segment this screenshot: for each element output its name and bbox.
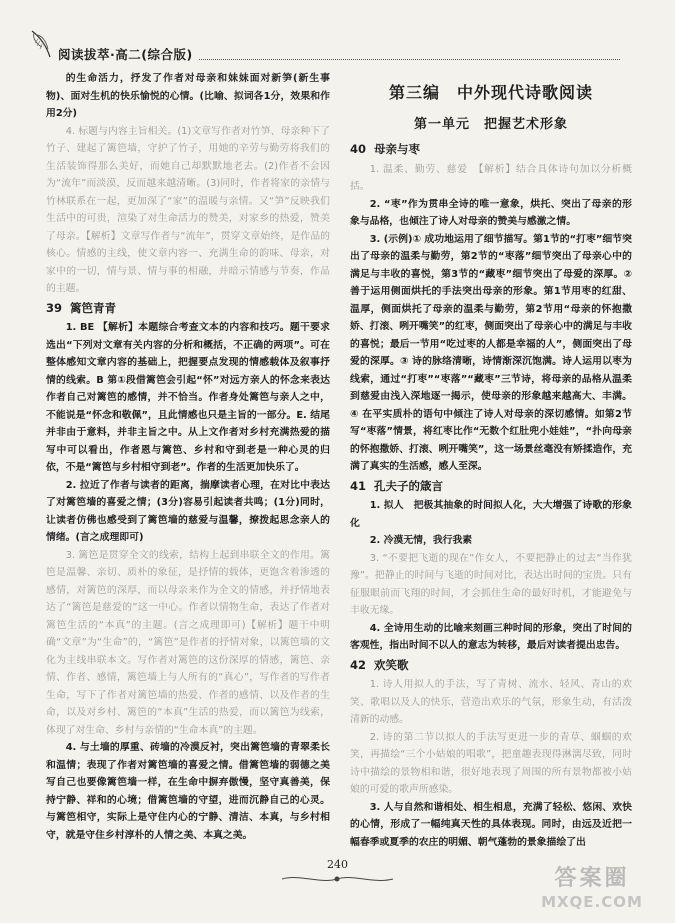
section-39-heading	[46, 300, 330, 318]
right-para-5: 2. 冷漠无情，我行我素	[369, 535, 473, 546]
left-para-3-body: 本题综合考查文本的内容和技巧。题干要求选出“下列对文章有关内容的分析和概括，不正确的两项”。可在整体感知文章内容的基础上，把握要点发现的情感载体及叙事抒情的线索。B 第①段借篱笆会引起“怀”对远方亲人的怀念来表达作者自己对篱笆的感情，并不恰当。作者身处篱笆与亲人之中，不能说是“怀念和敬佩”，且此情感也只是主旨的一部分。E. 结尾并非由于意料，并非主旨之中。从上文作者对乡村充满热爱的描写中可以看出，作者恩与篱笆、乡村和守到老是一种心灵的归依，不是“篱笆与乡村相守到老”。作者的生活更加快乐了。	[46, 322, 330, 473]
left-para-4: 2. 拉近了作者与读者的距离，揣摩读者心理，在对比中表达了对篱笆墙的喜爱之情；(3分)容易引起读者共鸣；(1分)同时，让读者仿佛也感受到了篱笆墙的慈爱与温馨，撩拨起思念亲人的情绪。(言之成理即可)	[46, 479, 330, 543]
section-41-heading	[350, 478, 632, 496]
section-41-title: 孔夫子的箴言	[374, 478, 444, 493]
part-title: 第三编 中外现代诗歌阅读	[388, 83, 593, 102]
left-para-5: 3. 篱笆是贯穿全文的线索，结构上起到串联全文的作用。篱笆是温馨、亲切、质朴的象征，是抒情的载体，更饱含着渗透的感情，对篱笆的深厚，而以母亲来作为全文的情感，并抒情地表达了“篱笆是慈爱的”这一中心。作者以情物生命，表达了作者对篱笆生活的“本真”的主题。(言之成理即可)【解析】题干中明确“文章”为“生命”的，“篱笆”是作者的抒情对象，以篱笆墙的文化为主线串联本文。写作者对篱笆的这份深厚的情感，篱笆、亲情、作者、感情，篱笆墙上与人所有的“真心”，写作者的写作者生命，写下了作者对篱笆墙的热爱、作者的感情、以及作者的生命，以及对乡村、篱笆的“本真”生活的热爱，而以篱笆为线索，体现了对生命、乡村与亲情的“生命本真”的主题。	[46, 549, 330, 736]
section-40-title: 母亲与枣	[374, 142, 421, 156]
page-number: 240	[327, 858, 348, 871]
right-para-6: 3. “不要把飞逝的现在”作女人，不要把静止的过去“当作犹豫”。把静止的时间与飞逝的时间对比，表达出时间的宝贵。只有征服眼前而飞翔的时间，才会抓住生命的最好时机，才能避免与丰收无缘。	[350, 552, 632, 616]
right-para-9: 2. 诗的第二节以拟人的手法写更进一步的青草、蝈蝈的欢笑，再描绘“三个小姑娘的唱歌”，把童趣表现得淋漓尽致，同时诗中描绘的景物相和谐，很好地表现了周围的所有景物都被小姑娘的可爱的歌声所感染。	[350, 731, 632, 795]
section-40-number: 40	[350, 142, 367, 156]
left-para-3-lead: 1. BE 【解析】	[65, 322, 139, 333]
running-header	[30, 44, 620, 64]
right-para-10: 3. 人与自然和谐相处、相生相息，充满了轻松、悠闲、欢快的心情，形成了一幅纯真天性的具体表现。同时，由远及近把一幅春季或夏季的农庄的明媚、朝气蓬勃的景象描绘了出	[350, 801, 632, 848]
left-para-1: 的生命活力，抒发了作者对母亲和妹妹面对新笋(新生事物)、面对生机的快乐愉悦的心情。(比喻、拟词各1分，效果和作用2分)	[46, 73, 330, 119]
watermark-url: MXQE.COM	[541, 893, 643, 911]
right-para-3: 3. (示例)① 成功地运用了细节描写。第1节的“打枣”细节突出了母亲的温柔与勤劳，第2节的“枣落”细节突出了母亲心中的满足与丰收的喜悦，第3节的“藏枣”细节突出了母爱的深厚。② 善于运用侧面烘托的手法突出母亲的形象。第1节用枣的红甜、温厚，侧面烘托了母亲的温柔与勤劳，第2节用“母亲的怀抱撒娇、打滚、咧开嘴笑”的红枣，侧面突出了母亲心中的满足与丰收的喜悦；最后一节用“吃过枣的人都是幸福的人”，侧面突出了母爱的深厚。③ 诗的脉络清晰，诗情渐深沉饱满。诗人运用以枣为线索，通过“打枣”“枣落”“藏枣”三节诗，将母亲的品格从温柔到慈爱由浅入深地逐一揭示，使母亲的形象越来越高大、丰满。④ 在平实质朴的语句中倾注了诗人对母亲的深切感情。如第2节写“枣落”情景，将红枣比作“无数个红肚兜小娃娃”，“扑向母亲的怀抱撒娇、打滚、咧开嘴笑”，这一场景丝毫没有矫揉造作，充满了真实的生活感，感人至深。	[350, 233, 632, 472]
right-para-1: 1. 温柔、勤劳、慈爱 【解析】结合具体诗句加以分析概括。	[350, 163, 632, 192]
right-column	[350, 70, 632, 851]
left-column	[46, 70, 330, 844]
right-para-4: 1. 拟人 把极其抽象的时间拟人化，大大增强了诗歌的形象化	[350, 500, 632, 529]
right-para-2: 2. “枣”作为贯串全诗的唯一意象，烘托、突出了母亲的形象与品格，也倾注了诗人对母亲的赞美与感激之情。	[350, 198, 632, 227]
left-para-3	[46, 319, 330, 477]
unit-title: 第一单元 把握艺术形象	[413, 116, 568, 132]
header-dotted-rule	[199, 49, 620, 60]
section-41-number: 41	[350, 478, 367, 493]
section-39-number: 39	[46, 300, 63, 315]
section-39-title: 篱笆青青	[70, 300, 117, 315]
header-title: 阅读拔萃·高二(综合版)	[58, 47, 193, 62]
watermark-logo: 答案圈	[554, 866, 630, 891]
right-para-7: 4. 全诗用生动的比喻来刻画三种时间的形象，突出了时间的客观性，指出时间不以人的意志为转移，最后对读者提出忠告。	[350, 622, 632, 651]
section-42-heading	[350, 657, 632, 675]
right-para-8: 1. 诗人用拟人的手法，写了青树、流水、轻风、青山的欢笑、歌唱以及人的快乐，营造出欢乐的气氛，形象生动，有活泼清新的动感。	[350, 679, 632, 725]
section-42-title: 欢笑歌	[374, 657, 409, 672]
footer-ornament-icon	[280, 872, 395, 886]
section-42-number: 42	[350, 657, 367, 672]
section-40-heading	[350, 141, 632, 159]
left-para-6: 4. 与土墙的厚重、砖墙的冷漠反衬，突出篱笆墙的青翠柔长和温情；表现了作者对篱笆墙的喜爱之情。借篱笆墙的弱德之美写自己也要像篱笆墙一样，在生命中摒弃傲慢，坚守真善美，保持宁静、祥和的心境；借篱笆墙的守望，进而沉静自己的心灵。与篱笆相守，实际上是守住内心的宁静、清洁、本真，与乡村相守，就是守住乡村淳朴的人情之美、本真之美。	[46, 742, 330, 841]
left-para-2: 4. 标题与内容主旨相关。(1)文章写作者对竹笋、母亲种下了竹子、建起了篱笆墙，守护了竹子，用她的辛劳与勤劳将我们的生活装饰得那么美好，而她自己却默默地老去。(2)作者不会因为“流年”而淡漠，反而越来越清晰。(3)同时，作者将家的亲情与竹林联系在一起，更加深了“家”的温暖与亲情。又“笋”反映我们生活中的可贵，渲染了对生命活力的赞美，对家乡的热爱，赞美了母亲。【解析】文章写作者与“流年”，贯穿文章始终，是作品的核心。情感的主线，使文章内容一、充满生命的韵味、母亲，对家中的一切，情与景、情与事的相融，并暗示情感与节奏，作品的主题。	[46, 125, 330, 294]
feather-icon	[30, 29, 52, 59]
watermark	[522, 860, 662, 918]
